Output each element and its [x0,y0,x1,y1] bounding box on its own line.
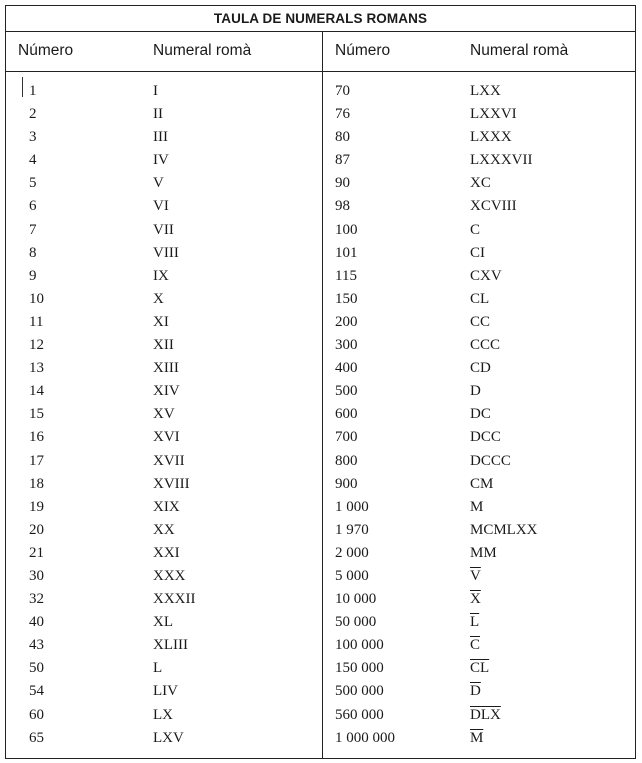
text-cursor [22,77,23,97]
number-cell: 16 [29,429,44,446]
roman-numeral-cell: IX [153,267,169,284]
number-cell: 70 [335,83,350,99]
number-cell: 200 [335,313,358,330]
table-row [323,195,635,218]
number-cell: 500 000 [335,683,384,700]
number-cell: 4 [29,152,37,169]
table-row [6,288,322,311]
number-cell: 600 [335,406,358,423]
table-row [323,634,635,657]
roman-numeral-cell: XVI [153,429,180,446]
table-row [323,149,635,172]
table-row [6,149,322,172]
roman-numeral-cell: LXXX [470,129,512,146]
table-header-row [6,32,635,72]
table-row [323,103,635,126]
number-cell: 400 [335,360,358,377]
number-cell: 98 [335,198,350,215]
table-row [6,519,322,542]
table-row [323,657,635,680]
roman-numeral-cell: XII [153,337,174,354]
roman-numeral-cell: C [470,221,481,238]
number-cell: 40 [29,614,44,631]
roman-numeral-cell: $\overline{CL}$ [470,660,490,677]
table-row [323,496,635,519]
table-row [323,450,635,473]
roman-numeral-cell: XIX [153,498,180,515]
table-row [323,80,635,103]
roman-numeral-cell: LXX [470,83,501,99]
table-row [6,542,322,565]
number-cell: 800 [335,452,358,469]
number-cell: 15 [29,406,44,423]
number-cell: 7 [29,221,37,238]
roman-numeral-cell: CM [470,475,494,492]
roman-numeral-cell: CCC [470,337,501,354]
table-row [6,657,322,680]
table-row [6,450,322,473]
roman-numeral-cell: $\overline{DLX}$ [470,706,501,723]
number-cell: 12 [29,337,44,354]
number-cell: 13 [29,360,44,377]
table-row [6,357,322,380]
roman-numeral-cell: CXV [470,267,502,284]
header-left-numeral: Numeral romà [153,42,252,59]
roman-numeral-cell: V [153,175,164,192]
roman-numeral-cell: LXV [153,729,184,746]
table-row [323,704,635,727]
roman-numeral-cell: L [153,660,163,677]
table-row [6,265,322,288]
table-row [6,80,322,103]
table-row [6,403,322,426]
number-cell: 560 000 [335,706,384,723]
roman-numeral-cell: LXXVI [470,106,517,123]
roman-numeral-cell: XC [470,175,491,192]
roman-numeral-cell: XXI [153,544,180,561]
roman-numerals-table [5,5,636,759]
number-cell: 100 000 [335,637,384,654]
number-cell: 101 [335,244,358,261]
table-row [323,219,635,242]
number-cell: 8 [29,244,37,261]
number-cell: 900 [335,475,358,492]
number-cell: 10 [29,290,44,307]
number-cell: 5 000 [335,567,369,584]
number-cell: 50 [29,660,44,677]
table-row [323,611,635,634]
table-row [323,265,635,288]
number-cell: 20 [29,521,44,538]
table-row [6,380,322,403]
number-cell: 43 [29,637,44,654]
roman-numeral-cell: XIV [153,383,180,400]
left-column [6,80,322,750]
roman-numeral-cell: XVIII [153,475,190,492]
roman-numeral-cell: CI [470,244,485,261]
table-row [6,704,322,727]
roman-numeral-cell: X [153,290,164,307]
table-row [323,380,635,403]
number-cell: 500 [335,383,358,400]
roman-numeral-cell: $\overline{X}$ [470,591,481,608]
table-title: TAULA DE NUMERALS ROMANS [6,6,635,32]
roman-numeral-cell: $\overline{D}$ [470,683,481,700]
roman-numeral-cell: MM [470,544,497,561]
table-row [323,426,635,449]
roman-numeral-cell: CD [470,360,491,377]
roman-numeral-cell: XX [153,521,175,538]
table-row [6,634,322,657]
roman-numeral-cell: IV [153,152,169,169]
table-row [323,311,635,334]
number-cell: 1 970 [335,521,369,538]
roman-numeral-cell: $\overline{M}$ [470,729,484,746]
roman-numeral-cell: DC [470,406,491,423]
table-row [323,680,635,703]
roman-numeral-cell: CL [470,290,490,307]
number-cell: 32 [29,591,44,608]
roman-numeral-cell: XIII [153,360,179,377]
right-column [323,80,635,750]
roman-numeral-cell: DCCC [470,452,511,469]
number-cell: 150 [335,290,358,307]
number-cell: 6 [29,198,37,215]
roman-numeral-cell: $\overline{C}$ [470,637,481,654]
roman-numeral-cell: XXX [153,567,186,584]
table-row [6,195,322,218]
table-row [6,588,322,611]
table-row [323,334,635,357]
table-row [6,126,322,149]
number-cell: 60 [29,706,44,723]
table-row [6,611,322,634]
number-cell: 2 [29,106,37,123]
number-cell: 1 [29,83,37,99]
table-row [6,334,322,357]
number-cell: 9 [29,267,37,284]
number-cell: 2 000 [335,544,369,561]
roman-numeral-cell: MCMLXX [470,521,538,538]
table-row [323,565,635,588]
number-cell: 30 [29,567,44,584]
table-row [6,565,322,588]
table-row [6,496,322,519]
table-row [323,357,635,380]
roman-numeral-cell: $\overline{V}$ [470,567,481,584]
table-row [6,311,322,334]
number-cell: 300 [335,337,358,354]
number-cell: 100 [335,221,358,238]
roman-numeral-cell: XCVIII [470,198,517,215]
number-cell: 700 [335,429,358,446]
table-row [323,288,635,311]
number-cell: 90 [335,175,350,192]
number-cell: 11 [29,313,44,330]
number-cell: 80 [335,129,350,146]
roman-numeral-cell: $\overline{L}$ [470,614,480,631]
number-cell: 14 [29,383,44,400]
number-cell: 65 [29,729,44,746]
roman-numeral-cell: III [153,129,168,146]
number-cell: 50 000 [335,614,377,631]
number-cell: 19 [29,498,44,515]
number-cell: 17 [29,452,44,469]
table-row [6,680,322,703]
number-cell: 150 000 [335,660,384,677]
number-cell: 1 000 [335,498,369,515]
roman-numeral-cell: LX [153,706,173,723]
number-cell: 18 [29,475,44,492]
table-row [6,172,322,195]
table-row [323,172,635,195]
table-row [323,403,635,426]
table-row [6,727,322,750]
roman-numeral-cell: II [153,106,163,123]
number-cell: 10 000 [335,591,377,608]
number-cell: 54 [29,683,44,700]
roman-numeral-cell: LIV [153,683,178,700]
table-row [323,126,635,149]
roman-numeral-cell: LXXXVII [470,152,533,169]
roman-numeral-cell: VI [153,198,169,215]
table-row [323,242,635,265]
number-cell: 76 [335,106,350,123]
roman-numeral-cell: XI [153,313,169,330]
table-row [323,588,635,611]
number-cell: 3 [29,129,37,146]
table-row [323,727,635,750]
table-row [323,542,635,565]
number-cell: 115 [335,267,357,284]
roman-numeral-cell: XLIII [153,637,188,654]
roman-numeral-cell: VIII [153,244,179,261]
table-row [6,103,322,126]
table-row [6,426,322,449]
number-cell: 21 [29,544,44,561]
roman-numeral-cell: XVII [153,452,185,469]
table-row [6,473,322,496]
roman-numeral-cell: XXXII [153,591,196,608]
number-cell: 87 [335,152,350,169]
roman-numeral-cell: D [470,383,481,400]
roman-numeral-cell: CC [470,313,491,330]
header-right-numeral: Numeral romà [470,42,569,59]
roman-numeral-cell: I [153,83,158,99]
header-right-number: Número [335,42,391,59]
roman-numeral-cell: XL [153,614,173,631]
table-row [323,519,635,542]
table-row [323,473,635,496]
table-row [6,242,322,265]
number-cell: 1 000 000 [335,729,395,746]
number-cell: 5 [29,175,37,192]
header-left-number: Número [18,42,74,59]
roman-numeral-cell: DCC [470,429,501,446]
table-row [6,219,322,242]
roman-numeral-cell: M [470,498,484,515]
roman-numeral-cell: VII [153,221,174,238]
roman-numeral-cell: XV [153,406,175,423]
